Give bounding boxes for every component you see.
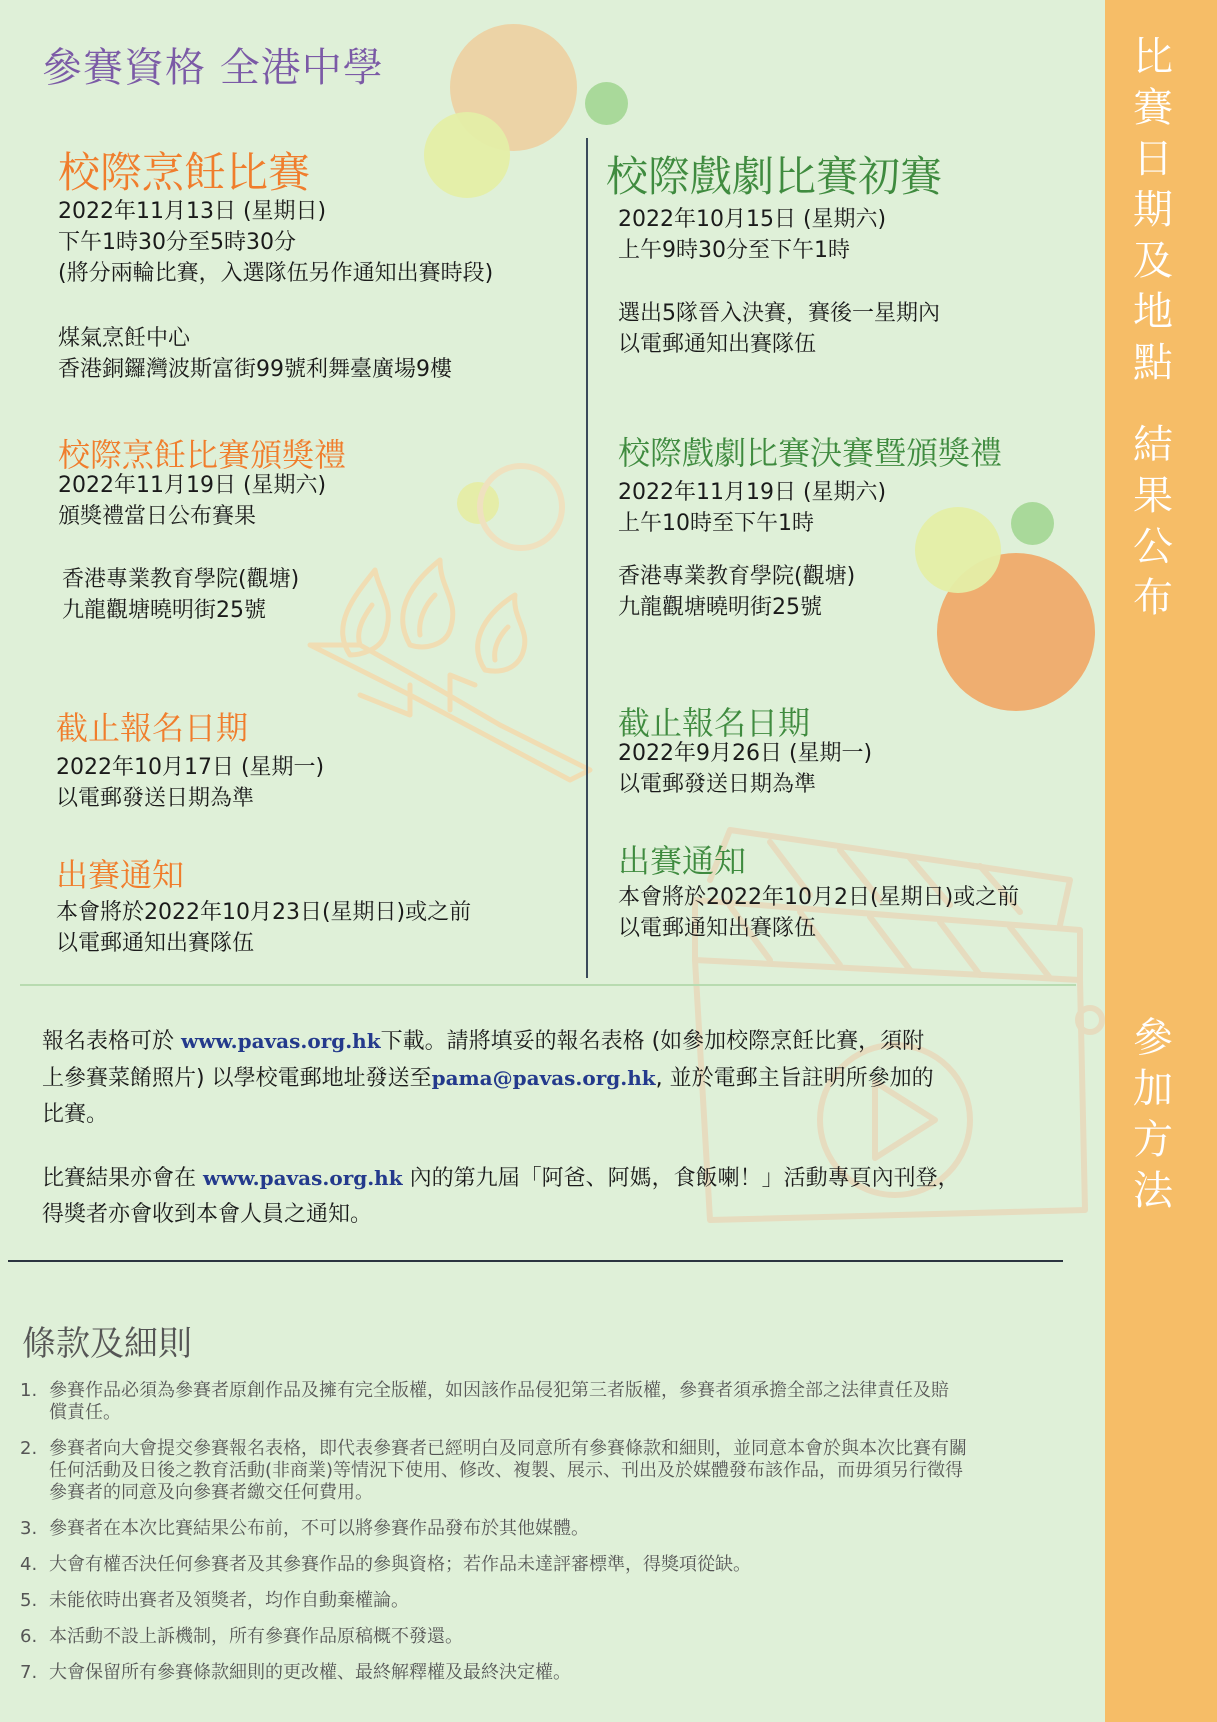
- deco-circle-yellow: [424, 112, 510, 198]
- venue-line: 九龍觀塘曉明街25號: [62, 598, 266, 623]
- venue-line: 九龍觀塘曉明街25號: [618, 595, 822, 620]
- terms-item-number: 2.: [20, 1438, 38, 1459]
- paragraph-line: [42, 1060, 934, 1097]
- drama-notice-details: [618, 882, 1019, 944]
- vertical-char: 結: [1133, 422, 1173, 468]
- vertical-char: 比: [1133, 34, 1173, 80]
- drama-competition-title: 校際戲劇比賽初賽: [606, 152, 943, 201]
- terms-item-number: 4.: [20, 1554, 38, 1575]
- cooking-competition-title: 校際烹飪比賽: [58, 148, 311, 197]
- terms-item: [20, 1662, 1084, 1684]
- venue-line: 香港專業教育學院(觀塘): [618, 564, 856, 589]
- venue-line: 香港銅鑼灣波斯富街99號利舞臺廣場9樓: [58, 357, 452, 382]
- drama-final-details: [618, 477, 886, 539]
- detail-line: 頒獎禮當日公布賽果: [58, 504, 257, 529]
- drama-selection-details: [618, 298, 940, 360]
- terms-item-line: 任何活動及日後之教育活動(非商業)等情況下使用、修改、複製、展示、刊出及於媒體發布該作品，而毋須另行徵得: [49, 1460, 964, 1481]
- cooking-deadline-details: [56, 752, 324, 814]
- detail-line: 上午10時至下午1時: [618, 511, 814, 536]
- detail-line: 以電郵通知出賽隊伍: [618, 916, 817, 941]
- venue-line: 煤氣烹飪中心: [58, 326, 191, 351]
- stove-flames-icon: [300, 555, 600, 815]
- detail-line: 下午1時30分至5時30分: [58, 230, 296, 255]
- website-link[interactable]: www.pavas.org.hk: [181, 1029, 381, 1053]
- cooking-venue: [58, 323, 452, 385]
- drama-deadline-details: [618, 738, 872, 800]
- terms-item-line: 參賽者在本次比賽結果公布前，不可以將參賽作品發布於其他媒體。: [49, 1518, 589, 1539]
- column-divider: [586, 138, 588, 978]
- deco-circle-outline: [477, 463, 565, 551]
- terms-item-line: 參賽者的同意及向參賽者繳交任何費用。: [49, 1482, 373, 1503]
- results-paragraph: [42, 1160, 960, 1233]
- detail-line: 2022年9月26日 (星期一): [618, 741, 873, 766]
- vertical-char: 及: [1133, 238, 1173, 284]
- terms-item-line: 大會有權否決任何參賽者及其參賽作品的參與資格；若作品未達評審標準，得獎項從缺。: [49, 1554, 751, 1575]
- detail-line: 本會將於2022年10月23日(星期日)或之前: [56, 900, 472, 925]
- cooking-ceremony-details: [58, 470, 326, 532]
- text-run: 內的第九屆「阿爸、阿媽，食飯喇！」活動專頁內刊登，: [402, 1166, 960, 1191]
- side-title-results: [1123, 420, 1183, 624]
- terms-item: [20, 1518, 1084, 1540]
- terms-item-line: 參賽者向大會提交參賽報名表格，即代表參賽者已經明白及同意所有參賽條款和細則，並同意本會於與本次比賽有關: [49, 1438, 967, 1459]
- vertical-char: 賽: [1133, 85, 1173, 131]
- detail-line: 以電郵通知出賽隊伍: [56, 931, 255, 956]
- cooking-ceremony-title: 校際烹飪比賽頒獎禮: [58, 436, 347, 474]
- text-run: 上參賽菜餚照片) 以學校電郵地址發送至: [42, 1066, 432, 1091]
- page-title: 參賽資格 全港中學: [42, 45, 384, 91]
- vertical-char: 日: [1133, 136, 1173, 182]
- website-link[interactable]: www.pavas.org.hk: [203, 1166, 403, 1190]
- terms-item-line: 參賽作品必須為參賽者原創作品及擁有完全版權，如因該作品侵犯第三者版權，參賽者須承擔全部之法律責任及賠: [49, 1380, 949, 1401]
- cooking-ceremony-venue: [62, 564, 299, 626]
- terms-divider: [8, 1260, 1063, 1262]
- terms-item: [20, 1554, 1084, 1576]
- cooking-competition-details: [58, 196, 493, 289]
- detail-line: 2022年11月19日 (星期六): [58, 473, 327, 498]
- drama-deadline-title: 截止報名日期: [618, 704, 811, 742]
- deco-circle-green-right: [1011, 502, 1054, 545]
- email-link[interactable]: pama@pavas.org.hk: [431, 1066, 656, 1090]
- paragraph-line: [42, 1023, 934, 1060]
- detail-line: 以電郵通知出賽隊伍: [618, 332, 817, 357]
- detail-line: 2022年10月15日 (星期六): [618, 207, 887, 232]
- vertical-char: 布: [1133, 575, 1173, 621]
- vertical-char: 公: [1133, 524, 1173, 570]
- drama-final-venue: [618, 561, 855, 623]
- detail-line: 2022年10月17日 (星期一): [56, 755, 325, 780]
- cooking-deadline-title: 截止報名日期: [56, 709, 249, 747]
- registration-paragraph: [42, 1023, 934, 1133]
- drama-competition-details: [618, 204, 886, 266]
- terms-item-number: 6.: [20, 1626, 38, 1647]
- vertical-char: 點: [1133, 340, 1173, 386]
- vertical-char: 加: [1133, 1066, 1173, 1112]
- terms-item-number: 1.: [20, 1380, 38, 1401]
- section-divider: [20, 984, 1076, 986]
- cooking-notice-title: 出賽通知: [56, 856, 185, 894]
- terms-item-line: 償責任。: [49, 1402, 121, 1423]
- text-run: 報名表格可於: [42, 1029, 181, 1054]
- terms-item-number: 3.: [20, 1518, 38, 1539]
- vertical-char: 地: [1133, 289, 1173, 335]
- terms-item: [20, 1626, 1084, 1648]
- detail-line: 2022年11月13日 (星期日): [58, 199, 327, 224]
- text-run: , 並於電郵主旨註明所參加的: [655, 1066, 934, 1091]
- terms-item: [20, 1590, 1084, 1612]
- detail-line: 上午9時30分至下午1時: [618, 238, 850, 263]
- side-title-method: [1123, 1013, 1183, 1217]
- detail-line: 以電郵發送日期為準: [618, 772, 817, 797]
- text-run: 比賽結果亦會在: [42, 1166, 203, 1191]
- detail-line: 本會將於2022年10月2日(星期日)或之前: [618, 885, 1020, 910]
- terms-list: [20, 1380, 1084, 1698]
- venue-line: 香港專業教育學院(觀塘): [62, 567, 300, 592]
- cooking-notice-details: [56, 897, 471, 959]
- detail-line: 選出5隊晉入決賽，賽後一星期內: [618, 301, 940, 326]
- terms-item-line: 未能依時出賽者及領獎者，均作自動棄權論。: [49, 1590, 409, 1611]
- vertical-char: 法: [1133, 1168, 1173, 1214]
- vertical-char: 方: [1133, 1117, 1173, 1163]
- terms-item-number: 7.: [20, 1662, 38, 1683]
- deco-circle-lime: [915, 507, 1001, 593]
- detail-line: 2022年11月19日 (星期六): [618, 480, 887, 505]
- terms-item-number: 5.: [20, 1590, 38, 1611]
- text-run: 下載。請將填妥的報名表格 (如參加校際烹飪比賽，須附: [380, 1029, 925, 1054]
- vertical-char: 果: [1133, 473, 1173, 519]
- detail-line: 以電郵發送日期為準: [56, 786, 255, 811]
- drama-final-title: 校際戲劇比賽決賽暨頒獎禮: [618, 434, 1003, 472]
- terms-title: 條款及細則: [22, 1324, 192, 1364]
- terms-item-line: 大會保留所有參賽條款細則的更改權、最終解釋權及最終決定權。: [49, 1662, 571, 1683]
- paragraph-line: [42, 1160, 960, 1197]
- detail-line: (將分兩輪比賽，入選隊伍另作通知出賽時段): [58, 261, 494, 286]
- terms-item: [20, 1438, 1084, 1504]
- vertical-char: 期: [1133, 187, 1173, 233]
- deco-circle-green-small: [585, 82, 628, 125]
- vertical-char: 參: [1133, 1015, 1173, 1061]
- terms-item: [20, 1380, 1084, 1424]
- side-title-schedule: [1123, 32, 1183, 389]
- terms-item-line: 本活動不設上訴機制，所有參賽作品原稿概不發還。: [49, 1626, 463, 1647]
- drama-notice-title: 出賽通知: [618, 842, 747, 880]
- paragraph-line: 比賽。: [42, 1102, 109, 1127]
- paragraph-line: 得獎者亦會收到本會人員之通知。: [42, 1202, 373, 1227]
